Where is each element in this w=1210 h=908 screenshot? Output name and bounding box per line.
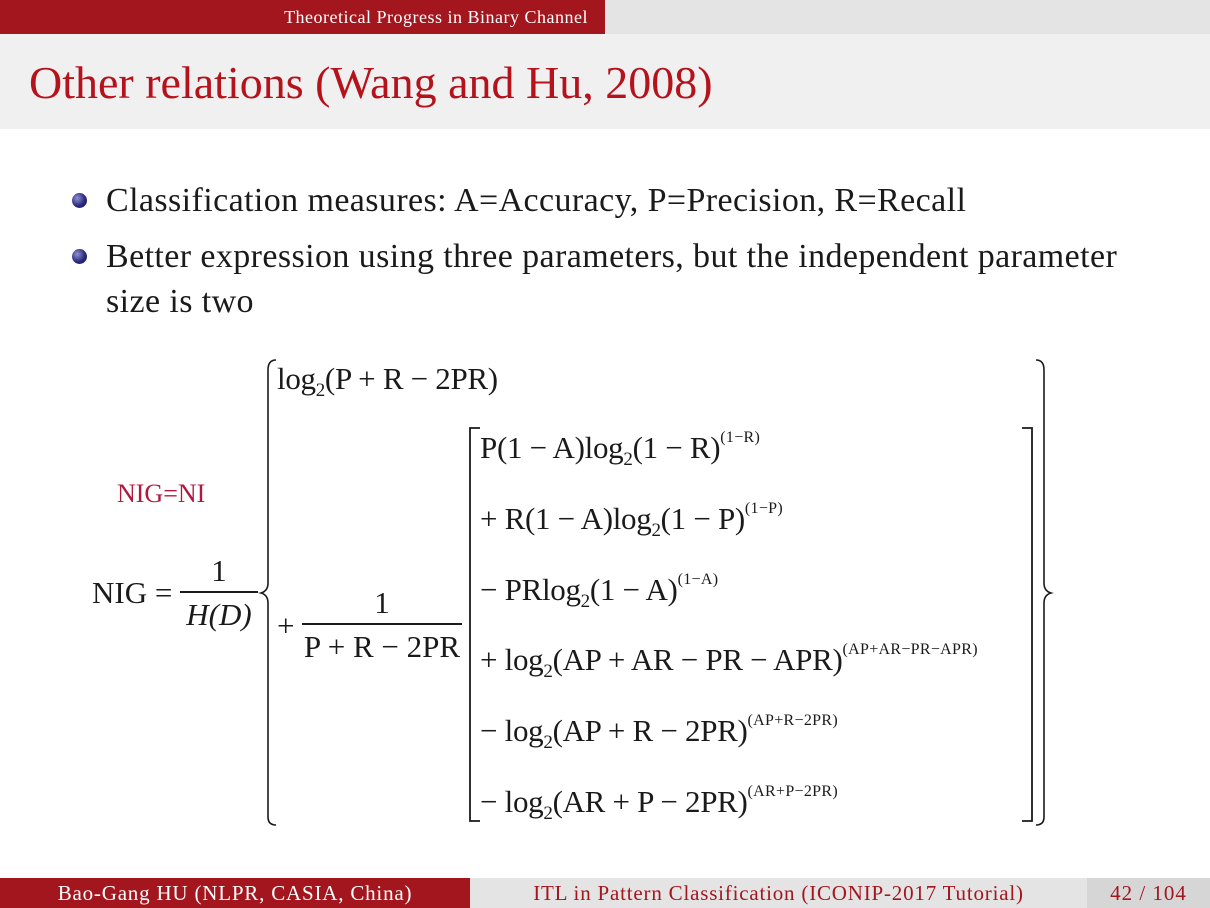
bullet-list xyxy=(72,178,1172,335)
bullet-text: Better expression using three parameters, but the independent parameter size is two xyxy=(106,238,1118,320)
left-bracket xyxy=(470,428,480,821)
section-title: Theoretical Progress in Binary Channel xyxy=(0,0,605,34)
formula-term-2: + $R(1 - A)\log_2(1 - P)^{(1-P)}$ xyxy=(480,500,783,541)
inner-denominator: P + R − 2PR xyxy=(303,629,461,664)
slide-title: Other relations (Wang and Hu, 2008) xyxy=(29,57,713,108)
footer-author: Bao-Gang HU (NLPR, CASIA, China) xyxy=(0,878,470,908)
formula-term-3: − $PRlog_2(1 - A)^{(1-A)}$ xyxy=(480,571,719,612)
page-number: 42 / 104 xyxy=(1087,878,1210,908)
formula-line-1: $\log_2(P + R - 2PR)$ xyxy=(277,361,498,401)
formula-term-5: − $\log_2(AP + R - 2PR)^{(AP+R-2PR)}$ xyxy=(480,712,838,753)
bullet-icon xyxy=(72,249,87,264)
fraction-bar xyxy=(302,623,462,625)
footer-bar xyxy=(0,878,1210,908)
bullet-item xyxy=(72,234,1172,324)
formula-term-4: + $\log_2(AP$ + AR − PR − APR)$^{(AP+AR-PR-APR)}$ xyxy=(480,641,978,682)
right-bracket xyxy=(1022,428,1032,821)
right-brace xyxy=(1036,360,1051,825)
outer-numerator: 1 xyxy=(211,553,227,588)
outer-denominator: H(D) xyxy=(186,597,252,632)
nig-formula xyxy=(0,355,1210,835)
plus-sign: + xyxy=(277,608,295,643)
footer-talk-title: ITL in Pattern Classification (ICONIP-2017 Tutorial) xyxy=(533,881,1024,905)
inner-fraction xyxy=(302,585,462,665)
formula-term-6: − $\log_2(AR + P - 2PR)^{(AR+P-2PR)}$ xyxy=(480,783,838,824)
formula-lhs: NIG = xyxy=(92,575,173,610)
left-brace xyxy=(261,360,276,825)
formula-note: NIG=NI xyxy=(117,479,206,508)
formula-term-1: $P(1 - A)\log_2(1 - R)^{(1-R)}$ xyxy=(480,429,761,470)
bullet-item xyxy=(72,178,1172,223)
bullet-text: Classification measures: A=Accuracy, P=Precision, R=Recall xyxy=(106,182,967,219)
bullet-icon xyxy=(72,193,87,208)
inner-numerator: 1 xyxy=(374,585,390,620)
title-bar xyxy=(0,34,1210,129)
header-bar xyxy=(0,0,1210,34)
